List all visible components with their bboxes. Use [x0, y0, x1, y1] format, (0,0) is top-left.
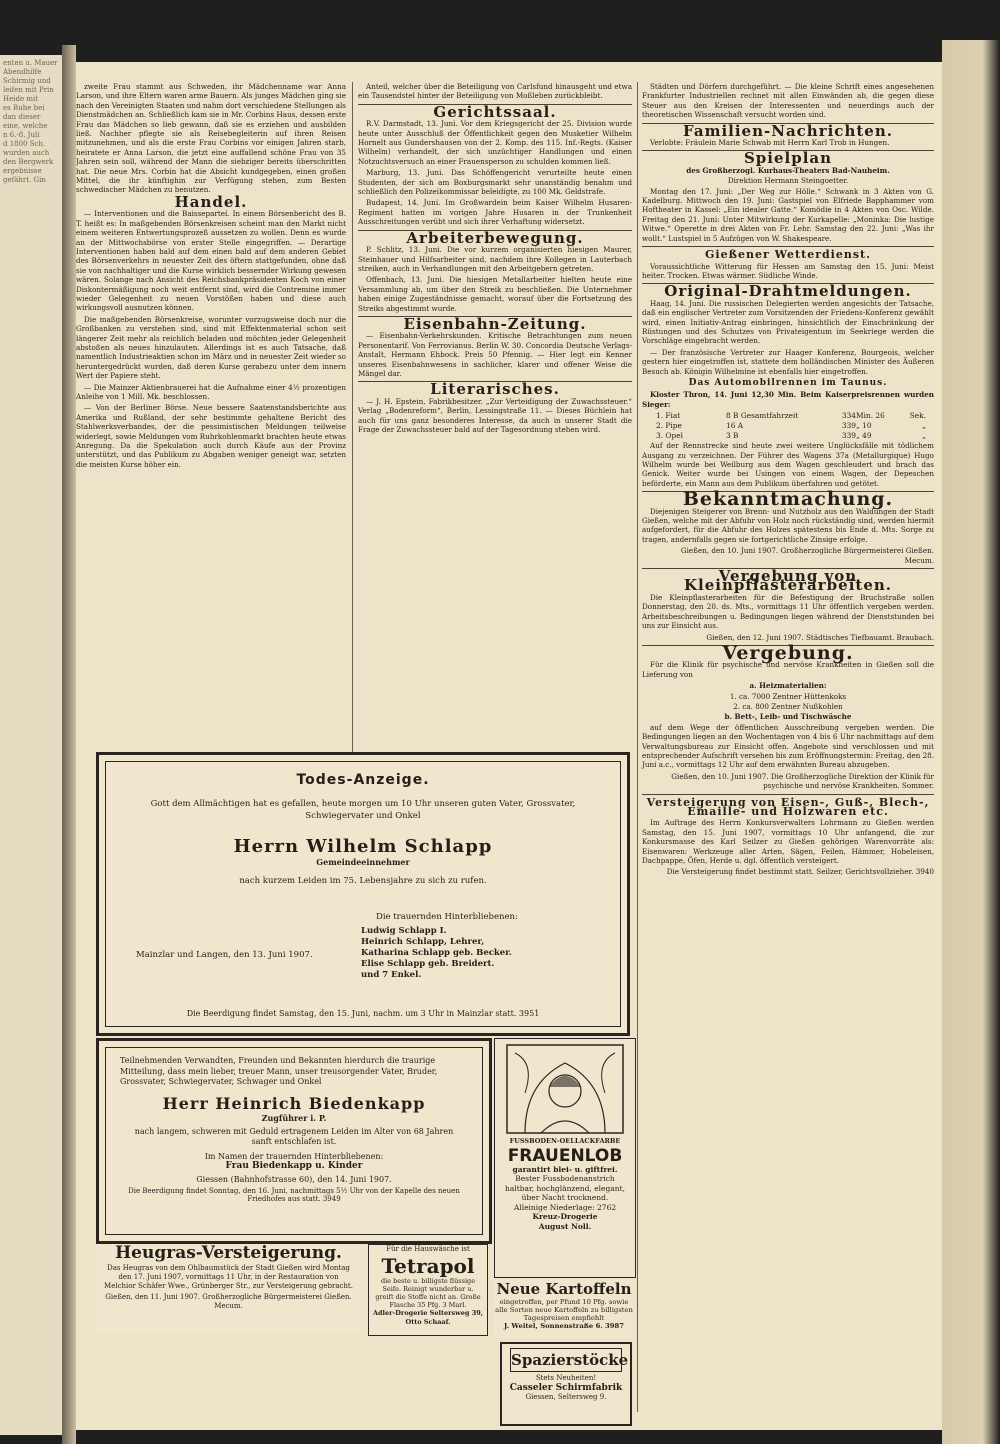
notice-wood-sign: Gießen, den 10. Juni 1907. Großherzogliche Bürgermeisterei Gießen. Mecum.: [680, 546, 934, 565]
column-middle: [358, 82, 632, 782]
book-gutter: [62, 45, 76, 1444]
ad-spazier-sub: Stets Neuheiten!: [535, 1374, 597, 1382]
notice-paving-heading: Vergebung von Kleinpflasterarbeiten.: [683, 567, 892, 595]
left-margin-line: eine, welche: [3, 122, 48, 130]
death-notice-text: Teilnehmenden Verwandten, Freunden und Bekannten hierdurch die traurige Mitteilung, dass mein lieber, treuer Mann, unser treusorgender Vater, Bruder, Grossvater, Schwiegervater, Schwager und Onkel: [120, 1056, 438, 1086]
race-cell-place: 1. Fiat: [656, 411, 681, 421]
court-articles: [358, 119, 632, 226]
notice-clinic-body: auf dem Wege der öffentlichen Ausschreibung vergeben werden. Die Bedingungen liegen an den Wochentagen von 4 bis 6 Uhr nachmittags auf dem Verwaltungsbureau zur Einsicht offen. Angebote sind verschlossen und mit entsprechender Aufschrift versehen bis zum Eröffnungstermin: Freitag, den 28. Juni a.c., vormittags 12 Uhr auf dem erwähnten Bureau abzugeben.: [642, 722, 934, 770]
ad-heugras-text: Das Heugras von dem Ohlbaumstück der Stadt Gießen wird Montag den 17. Juni 1907, vormittags 11 Uhr, in der Restauration von Melchior Schäfer Wwe., Grünberger Str., zur Versteigerung gebracht.: [104, 1264, 353, 1290]
mourners-lead: Die trauernden Hinterbliebenen:: [376, 912, 518, 922]
labor-article: Offenbach, 13. Juni. Die hiesigen Metallarbeiter hielten heute eine Versammlung ab, um über den Streik zu beschließen. Die Unternehmer haben einige Zugeständnisse gemacht, worauf über die Fortsetzung des Streiks abgestimmt wurde.: [358, 275, 632, 313]
left-margin-line: Heide mit: [3, 95, 39, 103]
ad-frauenlob-line: über Nacht trocknend.: [521, 1193, 609, 1202]
race-cell-h: 339: [841, 421, 856, 431]
labor-articles: [358, 245, 632, 313]
left-page-fragment: [0, 55, 62, 1435]
colC-intro: Städten und Dörfern durchgeführt. — Die kleine Schrift eines angesehenen Frankfurter Industriellen rechnet mit allen Einwänden ab, die gegen diese Steuer aus den Kreisen der Interessenten und neuerdings auch der theoretischen Wissenschaft versucht worden sind.: [642, 82, 934, 120]
ad-tetrapol-text: die beste u. billigste flüssige Seife. Reinigt wunderbar u. greift die Stoffe nicht an. Große Flasche 35 Pfg. 3 Marl.: [375, 1276, 481, 1309]
court-article: Marburg, 13. Juni. Das Schöffengericht verurteilte heute einen Studenten, der sich am Boxburgsmarkt sehr unanständig benahm und schließlich den Polizeikommissar beleidigte, zu 100 Mk. Geldstrafe.: [358, 168, 632, 197]
clinic-item: 1. ca. 7000 Zentner Hüttenkoks: [729, 691, 847, 701]
death-notice-place: Giessen (Bahnhofstrasse 60), den 14. Juni 1907.: [196, 1174, 392, 1184]
ad-frauenlob-line: Kreuz-Drogerie: [532, 1212, 598, 1221]
death-notice-after: nach langem, schweren mit Geduld ertragenem Leiden im Alter von 68 Jahren sanft entschlafen ist.: [134, 1126, 454, 1146]
race-cell-car: 8 B Gesamtfahrzeit: [726, 411, 799, 421]
ad-spazier-shop: Casseler Schirmfabrik: [509, 1382, 623, 1393]
family-heading: Familien-Nachrichten.: [683, 121, 893, 140]
labor-heading: Arbeiterbewegung.: [406, 228, 584, 247]
ad-frauenlob-text: [495, 1165, 635, 1232]
death-notice-frame: [105, 1047, 483, 1235]
death-notice-title: Todes-Anzeige.: [296, 772, 430, 788]
notice-auction-heading: Versteigerung von Eisen-, Guß-, Blech-, Emaille- und Holzwaren etc.: [646, 795, 930, 818]
left-margin-line: es Ruhe bei: [3, 104, 45, 112]
rail-article: — Eisenbahn-Verkehrskunden. Kritische Betrachtungen zum neuen Personentarif. Von Ferrovianus. Berlin W. 30. Concordia Deutsche Verlags-Anstalt, Hermann Ehbock. Preis 50 Pfennig. — Hier legt ein Kenner unseres Eisenbahnwesens in sachlicher, klarer und offener Weise die Mängel dar.: [358, 331, 632, 378]
ad-heugras-title: Heugras-Versteigerung.: [115, 1244, 342, 1263]
race-result-row: [642, 421, 934, 431]
race-cell-m: „ 49: [856, 431, 872, 441]
handel-article: — Die Mainzer Aktienbrauerei hat die Aufnahme einer 4½ prozentigen Anleihe von 1 Mill. Mk. beschlossen.: [76, 382, 346, 401]
death-notice-schlapp: [96, 752, 630, 1036]
theater-direction: Direktion Hermann Steingoetter.: [727, 176, 849, 186]
labor-article: P. Schlitz, 13. Juni. Die vor kurzem organisierten hiesigen Maurer, Steinhauer und Hilfsarbeiter sind, nachdem ihre Kollegen in Lauterbach streiken, auch in Verhandlungen mit den Arbeitgebern getreten.: [358, 245, 632, 273]
ad-kartoffeln: [494, 1280, 634, 1338]
left-margin-line: dan dieser: [3, 113, 41, 121]
race-cell-m: „ 10: [856, 421, 872, 431]
death-notice-funeral: Die Beerdigung findet Sonntag, den 16. Juni, nachmittags 5½ Uhr von der Kapelle des neuen Friedhofes aus statt. 3949: [128, 1186, 460, 1203]
family-notice: Verlobte: Fräulein Marie Schwab mit Herrn Karl Trob in Hungen.: [650, 138, 890, 148]
column-left: [76, 82, 346, 782]
mourners-lead: Im Namen der trauernden Hinterbliebenen:: [204, 1151, 384, 1161]
deceased-role: Zugführer i. P.: [261, 1112, 327, 1123]
notice-clinic-b: b. Bett-, Leib- und Tischwäsche: [724, 712, 852, 722]
theater-heading: Spielplan: [743, 149, 833, 168]
left-margin-line: Abendhilfe: [3, 68, 42, 76]
left-margin-line: leifen mit Prin: [3, 86, 54, 94]
race-result-row: [642, 411, 934, 421]
ad-spazier-title: Spazierstöcke: [510, 1348, 622, 1372]
page-edge: [942, 40, 1000, 1444]
auto-race-results: [642, 411, 934, 441]
wire-report: Haag, 14. Juni. Die russischen Delegierten werden angesichts der Tatsache, daß ein englischer Vertreter zum Vorsitzenden der Friedens-Konferenz gewählt wird, einen Initiativ-Antrag einbringen, hinsichtlich der Einschränkung der Rüstungen und des Schutzes von Privateigentum im Seekriege werden die Vorschläge eingebracht werden.: [642, 298, 934, 346]
woman-portrait-icon: [505, 1043, 625, 1135]
theater-subtitle: des Großherzogl. Kurhaus-Theaters Bad-Nauheim.: [686, 165, 890, 175]
ad-frauenlob-line: garantirt blei- u. giftfrei.: [512, 1164, 618, 1174]
mourner-name: Elise Schlapp geb. Breidert.: [361, 959, 495, 969]
auto-race-heading: Das Automobilrennen im Taunus.: [688, 377, 888, 388]
race-cell-car: 3 B: [726, 431, 739, 441]
court-article: R.V. Darmstadt, 13. Juni. Vor dem Kriegsgericht der 25. Division wurde heute unter Ausschluß der Öffentlichkeit gegen den Musketier Wilhelm Hornelt aus Gundershausen von der 2. Komp. des 115. Inf.-Regts. (Kaiser Wilhelm) verhandelt, der sich unzüchtiger Handlungen und einen Notzuchtsversuch an einer Frauensperson zu schulden kommen ließ.: [358, 119, 632, 166]
race-cell-m: Min. 26: [856, 411, 885, 421]
auto-race-lead: Kloster Thron, 14. Juni 12,30 Min. Beim Kaiserpreisrennen wurden Sieger:: [642, 390, 934, 409]
court-article: Budapest, 14. Juni. Im Großwardein beim Kaiser Wilhelm Husaren-Regiment hatten im vorigen Jahre Husaren in der Trunkenheit Ausschreitungen verübt und sich ihrer Verhaftung widersetzt.: [358, 198, 632, 227]
column-divider: [352, 82, 353, 772]
race-cell-h: 334: [841, 411, 856, 421]
notice-clinic-sign: Gießen, den 10. Juni 1907. Die Großherzogliche Direktion der Klinik für psychische und nervöse Krankheiten. Sommer.: [671, 771, 934, 791]
left-margin-line: ergebnisse: [3, 167, 42, 175]
ad-tetrapol: [368, 1244, 488, 1336]
ad-frauenlob-line: haltbar, hochglänzend, elegant,: [505, 1183, 625, 1193]
ad-kartoffeln-sign: J. Weitel, Sonnenstraße 6. 3987: [504, 1322, 624, 1330]
left-margin-text: [0, 55, 62, 189]
mourner-name: Katharina Schlapp geb. Becker.: [361, 948, 512, 958]
clinic-item: 2. ca. 800 Zentner Nußkohlen: [733, 701, 843, 711]
wire-report: — Der französische Vertreter zur Haager Konferenz, Bourgeois, welcher gestern hier eingetroffen ist, stattete dem holländischen Minister des Äußeren Besuch ab. Königin Wilhelmine ist ebenfalls hier eingetroffen.: [642, 347, 934, 376]
death-notice-funeral: Die Beerdigung findet Samstag, den 15. Juni, nachm. um 3 Uhr in Mainzlar statt. 3951: [186, 1009, 540, 1018]
notice-wood-text: Diejenigen Steigerer von Brenn- und Nutzholz aus den Waldungen der Stadt Gießen, welche mit der Abfuhr von Holz noch rückständig sind, werden hiermit aufgefordert, für die Abfuhr des Holzes spätestens bis Ende d. Mts. Sorge zu tragen, andernfalls gegen sie fortgerichtliche Zinsige erfolge.: [642, 506, 934, 544]
column-divider: [637, 82, 638, 1412]
race-cell-s: „: [922, 431, 926, 441]
left-margin-line: Schirmig und: [3, 77, 51, 85]
left-margin-line: d 1800 Sch.: [3, 140, 46, 148]
ad-spazier-addr: Giessen, Seltersweg 9.: [525, 1393, 607, 1401]
deceased-name: Herr Heinrich Biedenkapp: [162, 1093, 426, 1113]
notice-auction-sign: Die Versteigerung findet bestimmt statt. Seilzer, Gerichtsvollzieher. 3940: [666, 867, 934, 877]
mourners-list: [361, 926, 512, 981]
ad-frauenlob-brand: FRAUENLOB: [507, 1145, 623, 1166]
wire-reports: [642, 299, 934, 376]
notice-paving-sign: Gießen, den 12. Juni 1907. Städtisches Tiefbauamt. Braubach.: [706, 632, 934, 642]
theater-program: Montag den 17. Juni: „Der Weg zur Hölle.“ Schwank in 3 Akten von G. Kadelburg. Mittwoch den 19. Juni: Gastspiel von Elfriede Bapphammer vom Hoftheater in Kassel: „Ein idealer Gatte.“ Komödie in 4 Akten von Osc. Wilde. Freitag den 21. Juni: Unter Mitwirkung der Kurkapelle: „Moninka: Die lustige Witwe.“ Operette in drei Akten von Fr. Lehr. Samstag den 22. Juni: „Was ihr wollt.“ Lustspiel in 5 Aufzügen von W. Shakespeare.: [642, 186, 934, 243]
ad-frauenlob-line: Bester Fussbodenanstrich: [515, 1174, 615, 1183]
ad-tetrapol-sign: Adler-Drogerie Seltersweg 39, Otto Schaaf.: [372, 1308, 484, 1326]
death-notice-biedenkapp: [96, 1038, 492, 1244]
colA-intro: zweite Frau stammt aus Schweden, ihr Mädchenname war Anna Larson, und ihre Eltern waren arme Bauern. Als junges Mädchen ging sie nach den Vereinigten Staaten und nahm dort verschiedene Stellungen als Dienstmädchen an. Schließlich kam sie in Mr. Corbins Haus, dessen erste Frau das Mädchen so lieb gewann, daß sie es erziehen und ausbilden ließ. Nachher pflegte sie als Reisebegleiterin auf ihren Reisen mitzunehmen, und als die erste Frau Corbins vor einigen Jahren starb, heiratete er Anna Larson, die jetzt eine auffallend schöne Frau von 35 Jahren sein soll, während der Mann die siebziger bereits überschritten hat. Die neue Mrs. Corbin hat die Absicht kundgegeben, einen großen Mittel, die ihr künftighin zur Verfügung stehen, zum Besten schwedischer Mädchen zu benutzen.: [76, 82, 346, 195]
ad-kartoffeln-title: Neue Kartoffeln: [496, 1280, 632, 1298]
mourner-name: Ludwig Schlapp I.: [361, 926, 447, 936]
colB-intro: Anteil, welcher über die Beteiligung von Carlsfund hinausgeht und etwa ein Tausendstel hinter der Beteiligung von Moßleben zurückbleibt.: [358, 82, 632, 101]
left-margin-line: n 6.-8. Juli: [3, 131, 40, 139]
rail-heading: Eisenbahn-Zeitung.: [403, 314, 587, 333]
ad-tetrapol-lead: Für die Hauswäsche ist: [386, 1245, 470, 1253]
notice-clinic-a: a. Heizmaterialien:: [749, 681, 827, 691]
lit-article: — J. H. Epstein, Fabrikbesitzer. „Zur Verteidigung der Zuwachssteuer.“ Verlag „Bodenreform“, Berlin, Lessingstraße 11. — Dieses Büchlein hat auch für uns ganz besonderes Interesse, da auch in unserer Stadt die Frage der Zuwachssteuer bald auf der Tagesordnung stehen wird.: [358, 396, 632, 434]
handel-article: Die maßgebenden Börsenkreise, worunter vorzugsweise doch nur die Großbanken zu verstehen sind, sind mit Effektenmaterial schon seit längerer Zeit mehr als reichlich beladen und möchten jeder Gelegenheit abstoßen als neues hinzulauten. Allerdings ist es auch Tatsache, daß namentlich Industrieaktien schon im März und in neuester Zeit wieder so heruntergedrückt wurden, daß deren Kurse gerabezu unter dem innern Wert der Papiere steht.: [76, 314, 346, 381]
left-margin-line: enten u. Mauer: [3, 59, 58, 67]
handel-article: — Interventionen und die Baisseparteí. In einem Börsenbericht des B. T. heißt es: In maßgebenden Börsenkreisen scheint man den Markt nicht einem weiteren Entwertungsprozeß aussetzen zu wollen. Denn es wurde an der Mittwochsbörse von erster Stelle eingegriffen. — Derartige Interventionen haben bald auf dem einen bald auf dem anderen Gebiet des Börsenverkehrs in neuester Zeit des öftern stattgefunden, ohne daß sie von nachhaltiger und die Kurse wirklich bessernder Wirkung gewesen wären. Solange nach Ansicht des Reichsbankpräsidenten Koch von einer Diskontermäßigung noch weit entfernt sind, wird die Contremine immer wieder Gelegenheit zu neuen Vorstößen haben und diese auch wirkungsvoll ausnutzen können.: [76, 209, 346, 313]
handel-article: — Von der Berliner Börse. Neue bessere Saatenstandsberichte aus Amerika und Rußland, der sehr bestimmte gehaltene Bericht des Stahlwerksverbandes, der die pessimistischen Meldungen teilweise widerlegt, sowie Meldungen vom Ruhrkohlenmarkt brachten heute etwas Anregung. Da die Spekulation auch durch Käufe aus der Provinz unterstützt, und das Publikum zu Abgaben weniger geneigt war, setzten die meisten Kurse höher ein.: [76, 403, 346, 469]
notice-clinic-items: [642, 692, 934, 712]
ad-heugras-sign: Gießen, den 11. Juni 1907. Großherzogliche Bürgermeisterei Gießen. Mecum.: [105, 1293, 352, 1310]
ad-tetrapol-title: Tetrapol: [381, 1253, 475, 1278]
ad-heugras: [96, 1244, 361, 1334]
notice-paving-text: Die Kleinpflasterarbeiten für die Befestigung der Bruchstraße sollen Donnerstag, den 20. ds. Mts., vormittags 11 Uhr öffentlich vergeben werden. Arbeitsbeschreibungen u. Bedingungen liegen während der Dienststunden bei uns zur Einsicht aus.: [642, 592, 934, 631]
mourner-name: und 7 Enkel.: [361, 970, 422, 980]
notice-wood-heading: Bekanntmachung.: [682, 488, 894, 511]
court-heading: Gerichtssaal.: [433, 102, 557, 121]
ad-frauenlob-line: August Noll.: [538, 1221, 592, 1231]
left-margin-line: gefährt. Gin: [3, 176, 46, 184]
race-cell-place: 3. Opel: [656, 431, 683, 441]
ad-spazierstoecke: [500, 1342, 632, 1426]
newspaper-page: [76, 62, 942, 1430]
ad-frauenlob-top: FUSSBODEN-OELLACKFARBE: [509, 1137, 621, 1145]
deceased-role: Gemeindeeinnehmer: [316, 857, 410, 867]
ad-frauenlob: [494, 1038, 636, 1278]
race-cell-h: 339: [841, 431, 856, 441]
handel-articles: [76, 209, 346, 469]
lit-heading: Literarisches.: [430, 380, 560, 399]
deceased-name: Herrn Wilhelm Schlapp: [233, 836, 493, 857]
death-notice-place: Mainzlar und Langen, den 13. Juni 1907.: [136, 950, 313, 960]
death-notice-after: nach kurzem Leiden im 75. Lebensjahre zu sich zu rufen.: [239, 876, 487, 886]
race-result-row: [642, 431, 934, 441]
race-cell-s: „: [922, 421, 926, 431]
death-notice-text: Gott dem Allmächtigen hat es gefallen, heute morgen um 10 Uhr unseren guten Vater, Grossvater, Schwiegervater und Onkel: [150, 799, 576, 821]
notice-clinic-heading: Vergebung.: [722, 641, 854, 664]
mourners-list: Frau Biedenkapp u. Kinder: [225, 1160, 363, 1171]
ad-kartoffeln-text: eingetroffen, per Pfund 10 Pfg. sowie alle Sorten neue Kartoffeln zu billigsten Tagespreisen empfiehlt: [495, 1298, 633, 1322]
auto-race-report: Auf der Rennstrecke sind heute zwei weitere Unglücksfälle mit tödlichem Ausgang zu verzeichnen. Der Führer des Wagens 37a (Metallurgique) Hugo Wilhelm wurde bei Weilburg aus dem Wagen geschleudert und brach das Genick. Weiter wurde bei Usingen von einem Wagen, der Depeschen beförderte, ein Mann aus dem Publikum überfahren und getötet.: [642, 441, 934, 488]
weather-heading: Gießener Wetterdienst.: [705, 248, 871, 262]
left-margin-line: den Bergwerk: [3, 158, 54, 166]
ad-frauenlob-line: Alleinige Niederlage: 2762: [513, 1202, 617, 1212]
column-right: [642, 82, 934, 879]
race-cell-place: 2. Pipe: [656, 421, 682, 431]
left-margin-line: wurden auch: [3, 149, 50, 157]
mourner-name: Heinrich Schlapp, Lehrer,: [361, 937, 485, 947]
weather-forecast: Voraussichtliche Witterung für Hessen am Samstag den 15. Juni: Meist heiter. Trocken. Etwas wärmer. Südliche Winde.: [642, 261, 934, 280]
handel-heading: Handel.: [174, 192, 248, 211]
death-notice-frame: [105, 761, 621, 1027]
notice-clinic-lead: Für die Klinik für psychische und nervöse Krankheiten in Gießen soll die Lieferung von: [642, 660, 934, 679]
race-cell-car: 16 A: [726, 421, 744, 431]
race-cell-s: Sek.: [909, 411, 926, 421]
wire-heading: Original-Drahtmeldungen.: [664, 282, 912, 301]
notice-auction-text: Im Auftrage des Herrn Konkursverwalters Lohrmann zu Gießen werden Samstag, den 15. Juni 1907, vormittags 10 Uhr anfangend, die zur Konkursmasse des Karl Seilzer zu Gießen gehörigen Warenvorräte als: Eisenwaren: Werkzeuge aller Arten, Sägen, Feilen, Hämmer, Hobeleisen, Dachpappe, Öfen, Herde u. dgl. öffentlich versteigert.: [642, 818, 934, 866]
